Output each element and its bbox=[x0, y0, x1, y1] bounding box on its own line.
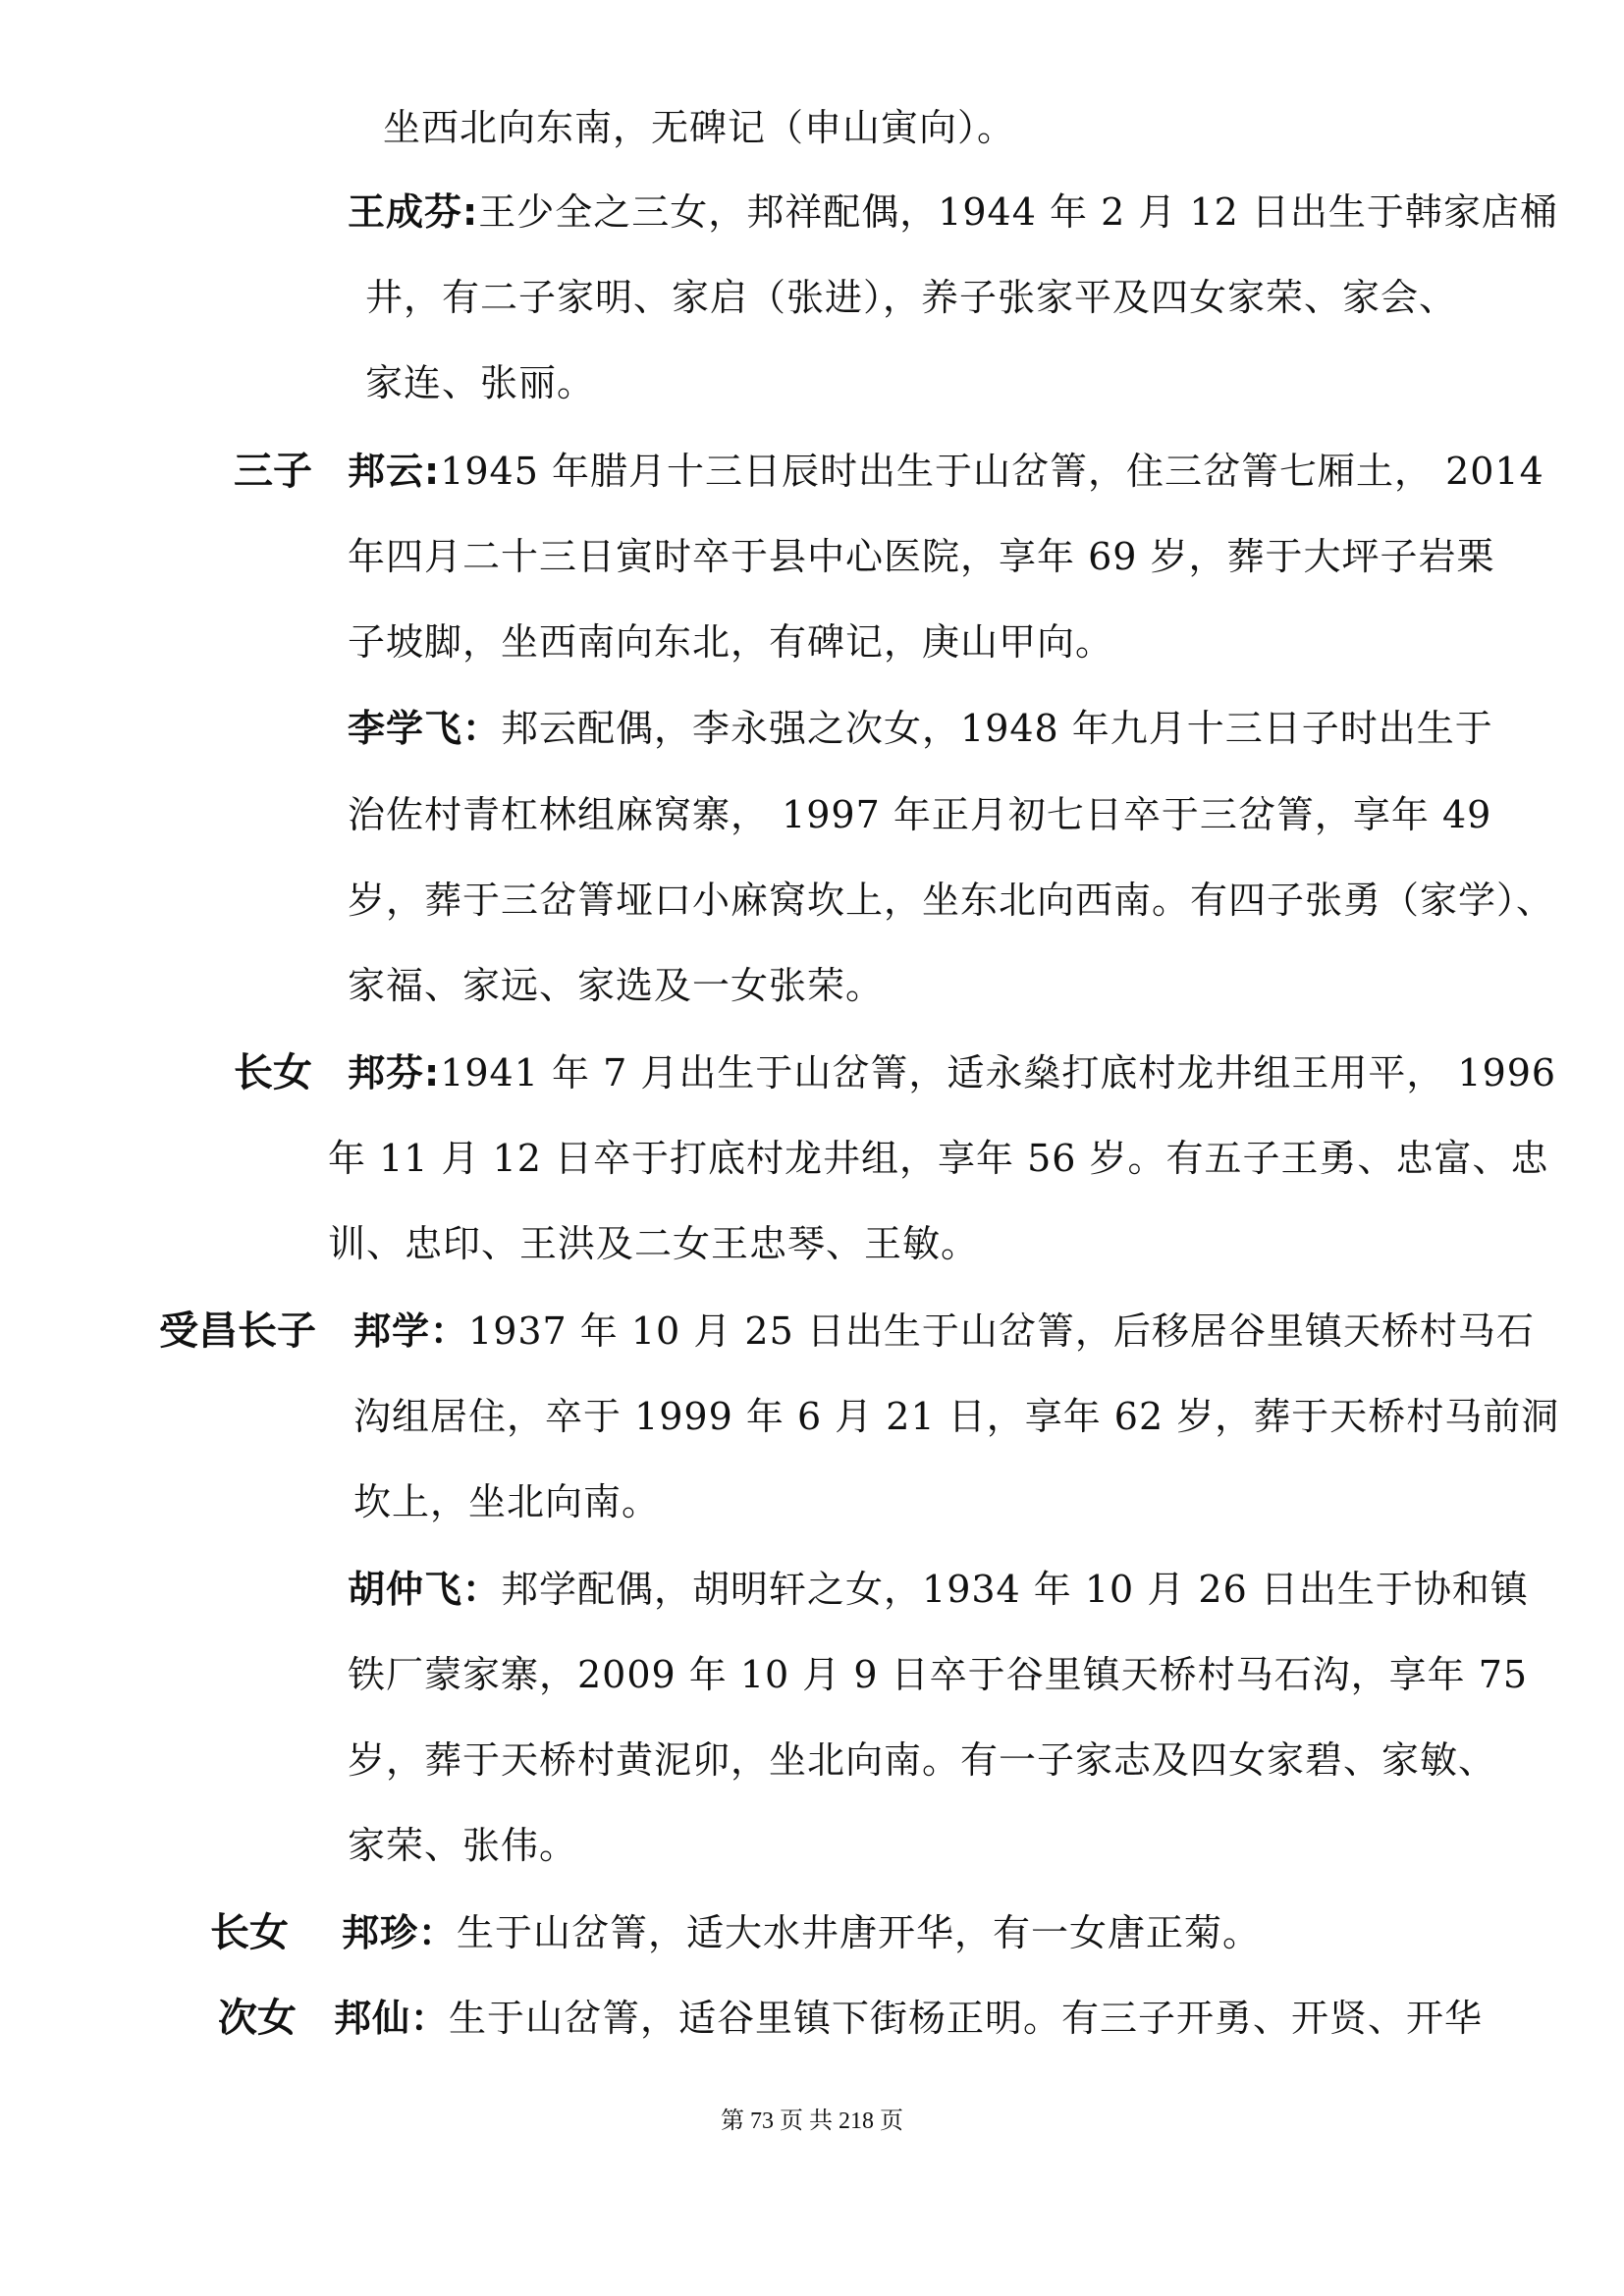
entry-bangxue bbox=[353, 1309, 1535, 1353]
entry-text: 1945 年腊月十三日辰时出生于山岔箐，住三岔箐七厢土， 2014 bbox=[440, 450, 1544, 493]
text-line: 子坡脚，坐西南向东北，有碑记，庚山甲向。 bbox=[348, 620, 1114, 664]
relation-label: 三子 bbox=[234, 449, 312, 494]
person-name: 胡仲飞： bbox=[348, 1568, 502, 1611]
person-name: 邦仙： bbox=[334, 1997, 450, 2040]
person-name: 邦云: bbox=[348, 450, 441, 493]
text-line: 家连、张丽。 bbox=[365, 361, 596, 404]
entry-li-xuefei bbox=[348, 707, 1493, 750]
entry-text: 1941 年 7 月出生于山岔箐，适永燊打底村龙井组王用平， 1996 bbox=[440, 1051, 1557, 1095]
text-line: 岁，葬于天桥村黄泥卯，坐北向南。有一子家志及四女家碧、家敏、 bbox=[348, 1738, 1497, 1782]
text-line: 治佐村青杠林组麻窝寨， 1997 年正月初七日卒于三岔箐，享年 49 bbox=[348, 793, 1492, 836]
entry-text: 邦学配偶，胡明轩之女，1934 年 10 月 26 日出生于协和镇 bbox=[501, 1568, 1529, 1611]
text-line: 坐西北向东南，无碑记（申山寅向）。 bbox=[383, 106, 1016, 149]
text-line: 训、忠印、王洪及二女王忠琴、王敏。 bbox=[328, 1222, 980, 1265]
text-line: 沟组居住，卒于 1999 年 6 月 21 日，享年 62 岁，葬于天桥村马前洞 bbox=[353, 1395, 1560, 1438]
text-line: 家荣、张伟。 bbox=[348, 1824, 578, 1867]
entry-text: 生于山岔箐，适大水井唐开华，有一女唐正菊。 bbox=[457, 1911, 1262, 1954]
text-line: 家福、家远、家选及一女张荣。 bbox=[348, 964, 885, 1007]
entry-hu-zhongfei bbox=[348, 1568, 1529, 1611]
person-name: 王成芬: bbox=[348, 190, 479, 234]
entry-bangxian bbox=[334, 1997, 1483, 2040]
page-footer: 第 73 页 共 218 页 bbox=[721, 2109, 903, 2134]
person-name: 邦珍： bbox=[342, 1911, 458, 1954]
person-name: 李学飞： bbox=[348, 707, 502, 750]
entry-text: 邦云配偶，李永强之次女，1948 年九月十三日子时出生于 bbox=[501, 707, 1493, 750]
entry-text: 1937 年 10 月 25 日出生于山岔箐，后移居谷里镇天桥村马石 bbox=[468, 1309, 1535, 1353]
relation-label: 长女 bbox=[234, 1050, 312, 1095]
text-line: 岁，葬于三岔箐垭口小麻窝坎上，坐东北向西南。有四子张勇（家学）、 bbox=[348, 879, 1555, 922]
person-name: 邦芬: bbox=[348, 1051, 441, 1095]
text-line: 坎上，坐北向南。 bbox=[353, 1480, 661, 1523]
entry-text: 王少全之三女，邦祥配偶，1944 年 2 月 12 日出生于韩家店桶 bbox=[478, 190, 1558, 234]
entry-bangzhen bbox=[342, 1911, 1261, 1954]
entry-text: 生于山岔箐，适谷里镇下街杨正明。有三子开勇、开贤、开华 bbox=[449, 1997, 1484, 2040]
entry-bangyun bbox=[348, 450, 1544, 493]
text-line: 年四月二十三日寅时卒于县中心医院，享年 69 岁，葬于大坪子岩栗 bbox=[348, 535, 1495, 578]
text-line: 铁厂蒙家寨，2009 年 10 月 9 日卒于谷里镇天桥村马石沟，享年 75 bbox=[348, 1653, 1529, 1696]
relation-label: 次女 bbox=[218, 1996, 297, 2041]
entry-bangfen bbox=[348, 1051, 1556, 1095]
entry-wang-chengfen bbox=[348, 190, 1558, 234]
text-line: 年 11 月 12 日卒于打底村龙井组，享年 56 岁。有五子王勇、忠富、忠 bbox=[328, 1137, 1549, 1180]
relation-label: 受昌长子 bbox=[159, 1308, 316, 1354]
relation-label: 长女 bbox=[210, 1910, 289, 1955]
person-name: 邦学： bbox=[353, 1309, 469, 1353]
text-line: 井，有二子家明、家启（张进），养子张家平及四女家荣、家会、 bbox=[365, 276, 1458, 319]
